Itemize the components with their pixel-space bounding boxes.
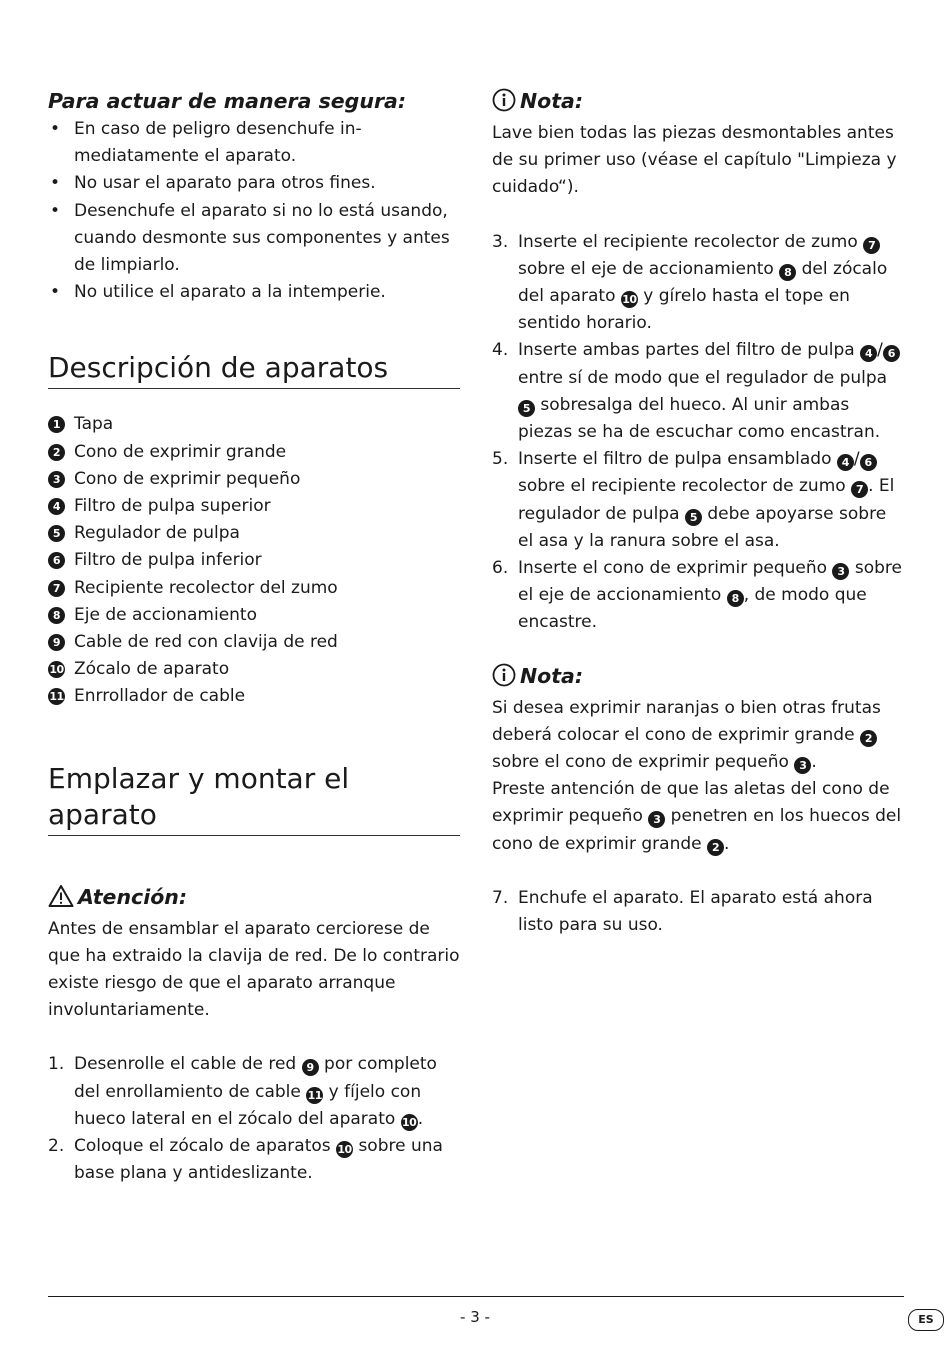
part-number-badge: 2 xyxy=(860,730,877,747)
page-number: - 3 - xyxy=(460,1308,490,1326)
steps-list-left xyxy=(48,1051,460,1187)
part-number-badge: 5 xyxy=(48,525,65,542)
left-column xyxy=(48,86,460,1187)
part-number-badge: 4 xyxy=(860,345,877,362)
part-number-badge: 1 xyxy=(48,416,65,433)
part-number-badge: 7 xyxy=(851,481,868,498)
part-item: 7 Recipiente recolector del zumo xyxy=(48,575,460,602)
part-number-badge: 2 xyxy=(48,444,65,461)
note-title: Nota: xyxy=(492,86,904,120)
step-item: 3. Inserte el recipiente recolector de zumo 7 sobre el eje de accionamiento 8 del zócalo del aparato 10 y gírelo hasta el tope en sentido horario. xyxy=(492,231,888,334)
step-item: 4. Inserte ambas partes del filtro de pulpa 4 / 6 entre sí de modo que el regulador de pulpa 5 sobresalga del hueco. Al unir ambas piezas se ha de escuchar como encastran. xyxy=(492,337,904,446)
part-item: 6 Filtro de pulpa inferior xyxy=(48,547,460,574)
part-number-badge: 8 xyxy=(779,264,796,281)
note-text: Si desea exprimir naranjas o bien otras frutas deberá colocar el cono de exprimir grande 2 sobre el cono de exprimir pequeño 3 . xyxy=(492,697,881,773)
section-heading-description: Descripción de aparatos xyxy=(48,350,460,389)
warning-icon xyxy=(48,884,74,916)
part-number-badge: 11 xyxy=(49,690,64,704)
safety-title: Para actuar de manera segura: xyxy=(48,89,407,113)
list-item: • No utilice el aparato a la intemperie. xyxy=(50,282,386,303)
part-number-badge: 5 xyxy=(685,509,702,526)
list-item: • No usar el aparato para otros fines. xyxy=(50,173,376,194)
part-number-badge: 3 xyxy=(48,471,65,488)
attention-text: Antes de ensamblar el aparato cerciorese de que ha extraido la clavija de red. De lo contrario existe riesgo de que el aparato arranque involuntariamente. xyxy=(48,918,460,1021)
part-item: 10 Zócalo de aparato xyxy=(49,659,230,680)
list-item: • En caso de peligro desenchufe in-mediatamente el aparato. xyxy=(50,119,362,167)
part-number-badge: 6 xyxy=(48,552,65,569)
steps-list-right xyxy=(492,229,904,637)
list-item: • Desenchufe el aparato si no lo está usando, cuando desmonte sus componentes y antes de limpiarlo. xyxy=(50,200,450,276)
part-number-badge: 2 xyxy=(707,839,724,856)
part-number-badge: 8 xyxy=(727,590,744,607)
note-text: Preste antención de que las aletas del cono de exprimir pequeño 3 penetren en los huecos del cono de exprimir grande 2 . xyxy=(492,779,902,854)
part-item: 4 Filtro de pulpa superior xyxy=(48,493,460,520)
part-number-badge: 10 xyxy=(337,1143,352,1157)
part-number-badge: 11 xyxy=(307,1088,322,1102)
part-item: 2 Cono de exprimir grande xyxy=(48,439,460,466)
footer-divider xyxy=(48,1296,904,1297)
part-item: 5 Regulador de pulpa xyxy=(48,520,460,547)
part-number-badge: 7 xyxy=(48,580,65,597)
part-number-badge: 4 xyxy=(837,454,854,471)
part-item: 9 Cable de red con clavija de red xyxy=(48,629,460,656)
step-item: 1. Desenrolle el cable de red 9 por completo del enrollamiento de cable 11 y fíjelo con hueco lateral en el zócalo del aparato 10. xyxy=(48,1054,437,1129)
step-item: 5. Inserte el filtro de pulpa ensamblado 4 / 6 sobre el recipiente recolector de zumo 7 . El regulador de pulpa 5 debe apoyarse sobre el asa y la ranura sobre el asa. xyxy=(492,449,895,551)
part-item: 1 Tapa xyxy=(48,411,460,438)
language-badge: ES xyxy=(908,1309,944,1331)
safety-list xyxy=(48,116,460,306)
part-number-badge: 8 xyxy=(48,607,65,624)
attention-title: Atención: xyxy=(48,882,460,916)
part-number-badge: 9 xyxy=(48,634,65,651)
part-number-badge: 7 xyxy=(863,237,880,254)
part-item: 8 Eje de accionamiento xyxy=(48,602,460,629)
part-number-badge: 6 xyxy=(860,454,877,471)
info-icon xyxy=(492,663,516,695)
part-number-badge: 10 xyxy=(49,663,64,677)
section-heading-mounting: Emplazar y montar el aparato xyxy=(48,761,460,836)
part-number-badge: 10 xyxy=(622,293,637,307)
part-item: 3 Cono de exprimir pequeño xyxy=(48,466,460,493)
part-number-badge: 5 xyxy=(518,400,535,417)
info-icon xyxy=(492,88,516,120)
parts-list xyxy=(48,411,460,710)
part-number-badge: 10 xyxy=(402,1115,417,1129)
note-title: Nota: xyxy=(492,661,904,695)
step-item: 6. Inserte el cono de exprimir pequeño 3 sobre el eje de accionamiento 8 , de modo que encastre. xyxy=(492,558,902,633)
part-number-badge: 3 xyxy=(648,811,665,828)
part-item: 11 Enrrollador de cable xyxy=(49,686,246,707)
part-number-badge: 6 xyxy=(883,345,900,362)
part-number-badge: 3 xyxy=(832,563,849,580)
step-item: 2. Coloque el zócalo de aparatos 10 sobre una base plana y antideslizante. xyxy=(48,1136,443,1184)
part-number-badge: 3 xyxy=(794,757,811,774)
steps-list-right-final xyxy=(492,885,904,939)
part-number-badge: 4 xyxy=(48,498,65,515)
note-text: Lave bien todas las piezas desmontables antes de su primer uso (véase el capítulo "Limpieza y cuidado“). xyxy=(492,123,897,198)
part-number-badge: 9 xyxy=(302,1059,319,1076)
step-item: 7. Enchufe el aparato. El aparato está ahora listo para su uso. xyxy=(492,887,873,936)
right-column xyxy=(492,86,904,939)
